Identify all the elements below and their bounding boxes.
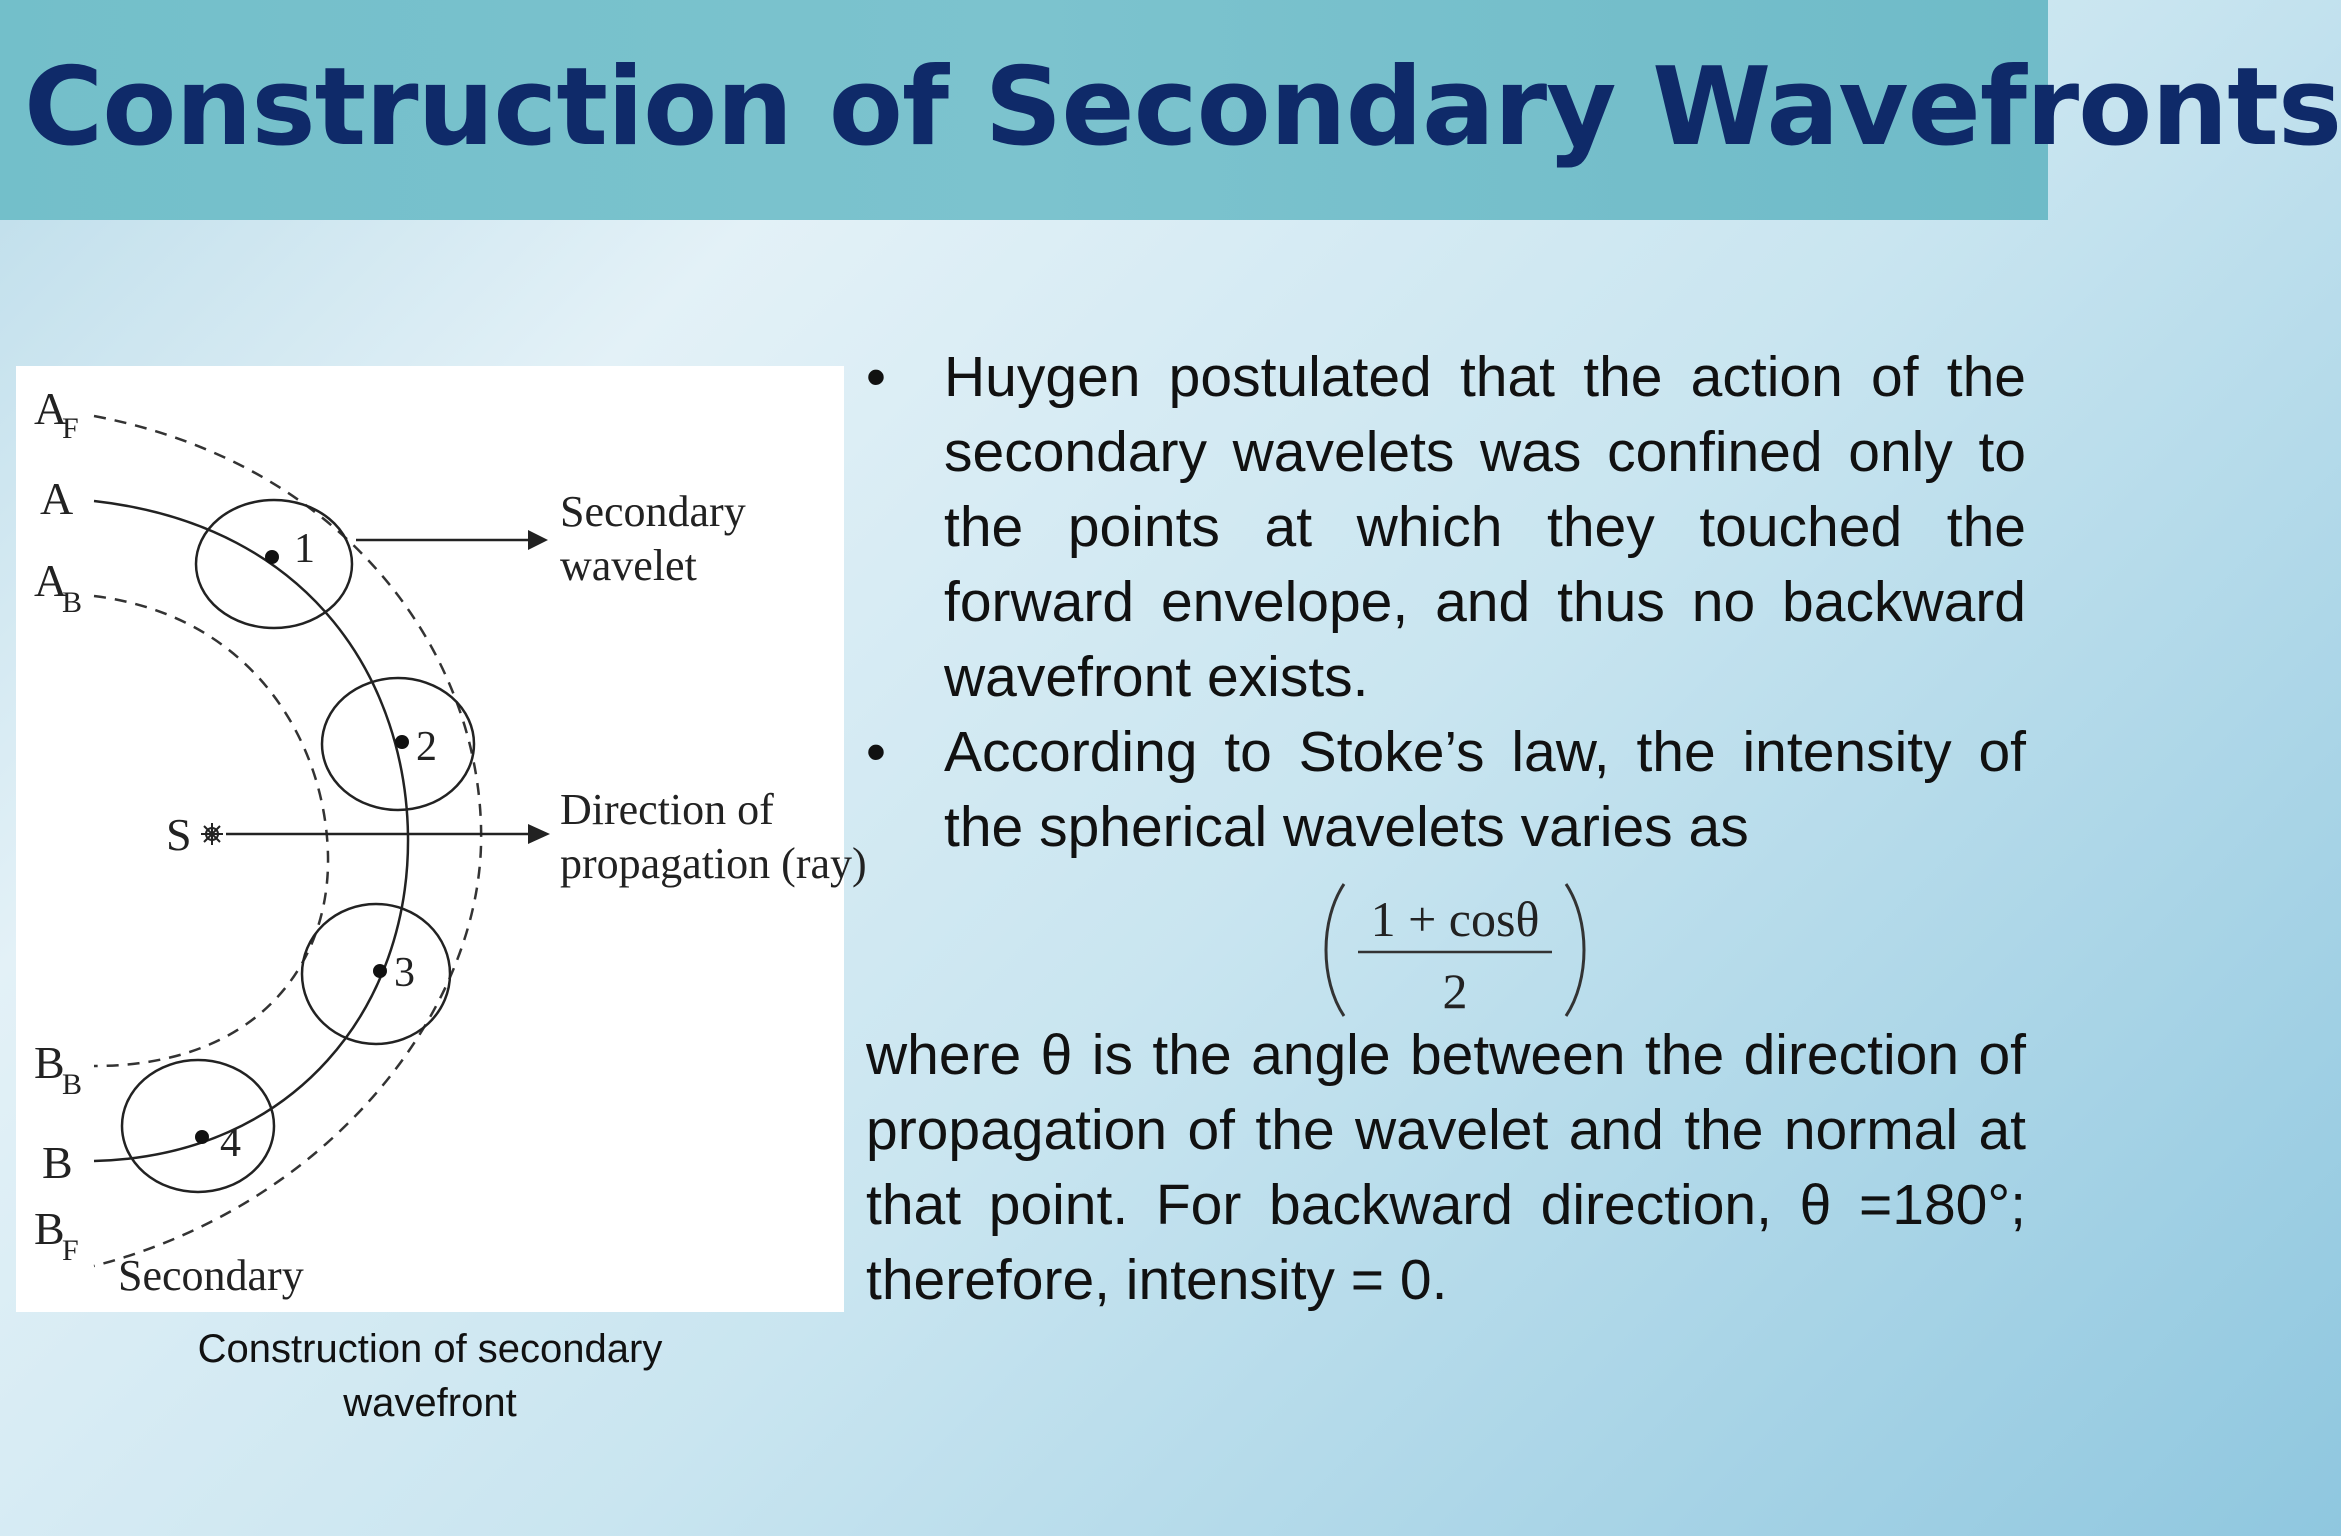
- label-ab-sub: B: [62, 586, 83, 619]
- left-paren: [1326, 884, 1344, 1016]
- label-s: S: [166, 809, 192, 860]
- wavelet-circle-1: [196, 500, 352, 628]
- source-star-icon: [201, 823, 223, 845]
- wavelet-circle-4: [122, 1060, 274, 1192]
- slide-title: Construction of Secondary Wavefronts: [24, 45, 2341, 170]
- label-secondary-wavelet-1: Secondary: [560, 487, 746, 536]
- label-point-3: 3: [394, 950, 415, 996]
- bullet-item: [866, 715, 2026, 865]
- point-1-dot: [265, 550, 279, 564]
- wavefront-diagram-svg: [16, 366, 867, 1312]
- label-secondary-bottom: Secondary: [118, 1251, 304, 1300]
- point-2-dot: [395, 735, 409, 749]
- label-a: A: [40, 473, 74, 524]
- wavelet-pointer-arrowhead: [528, 530, 548, 550]
- caption-line-2: wavefront: [343, 1381, 517, 1425]
- formula-denominator: 2: [1442, 963, 1468, 1019]
- explanation-text: where θ is the angle between the direction of propagation of the wavelet and the normal at that point. For backward direction, θ =180°; therefore, intensity = 0.: [866, 1023, 2026, 1312]
- label-ab: A: [34, 555, 68, 606]
- point-4-dot: [195, 1130, 209, 1144]
- bullet-marker-icon: •: [866, 345, 886, 409]
- bullet-text: Huygen postulated that the action of the secondary wavelets was confined only to the points at which they touched the forward envelope, and thus no backward wavefront exists.: [944, 345, 2026, 709]
- point-3-dot: [373, 964, 387, 978]
- label-secondary-wavelet-2: wavelet: [560, 541, 697, 590]
- ray-arrowhead: [528, 824, 550, 844]
- label-direction-1: Direction of: [560, 785, 774, 834]
- label-bb: B: [34, 1037, 65, 1088]
- label-point-4: 4: [220, 1120, 241, 1166]
- label-point-2: 2: [416, 724, 437, 770]
- intensity-formula: [1320, 880, 1590, 1020]
- label-point-1: 1: [294, 526, 315, 572]
- label-bf-sub: F: [62, 1234, 79, 1267]
- primary-wavefront: [94, 501, 408, 1161]
- title-bar: [0, 0, 2341, 220]
- bullet-text: According to Stoke’s law, the intensity of the spherical wavelets varies as: [944, 720, 2026, 859]
- forward-envelope: [94, 416, 481, 1266]
- bullet-list: [866, 340, 2026, 865]
- label-af-sub: F: [62, 412, 79, 445]
- formula-svg: [1320, 880, 1590, 1020]
- figure-caption: [100, 1322, 760, 1430]
- bullet-item: [866, 340, 2026, 715]
- caption-line-1: Construction of secondary: [197, 1327, 663, 1371]
- label-b: B: [42, 1137, 73, 1188]
- formula-numerator: 1 + cosθ: [1370, 891, 1540, 947]
- label-af: A: [34, 383, 68, 434]
- label-bf: B: [34, 1203, 65, 1254]
- right-paren: [1566, 884, 1584, 1016]
- wavefront-diagram: [16, 366, 867, 1312]
- label-bb-sub: B: [62, 1068, 83, 1101]
- bullet-marker-icon: •: [866, 720, 886, 784]
- label-direction-2: propagation (ray): [560, 839, 867, 888]
